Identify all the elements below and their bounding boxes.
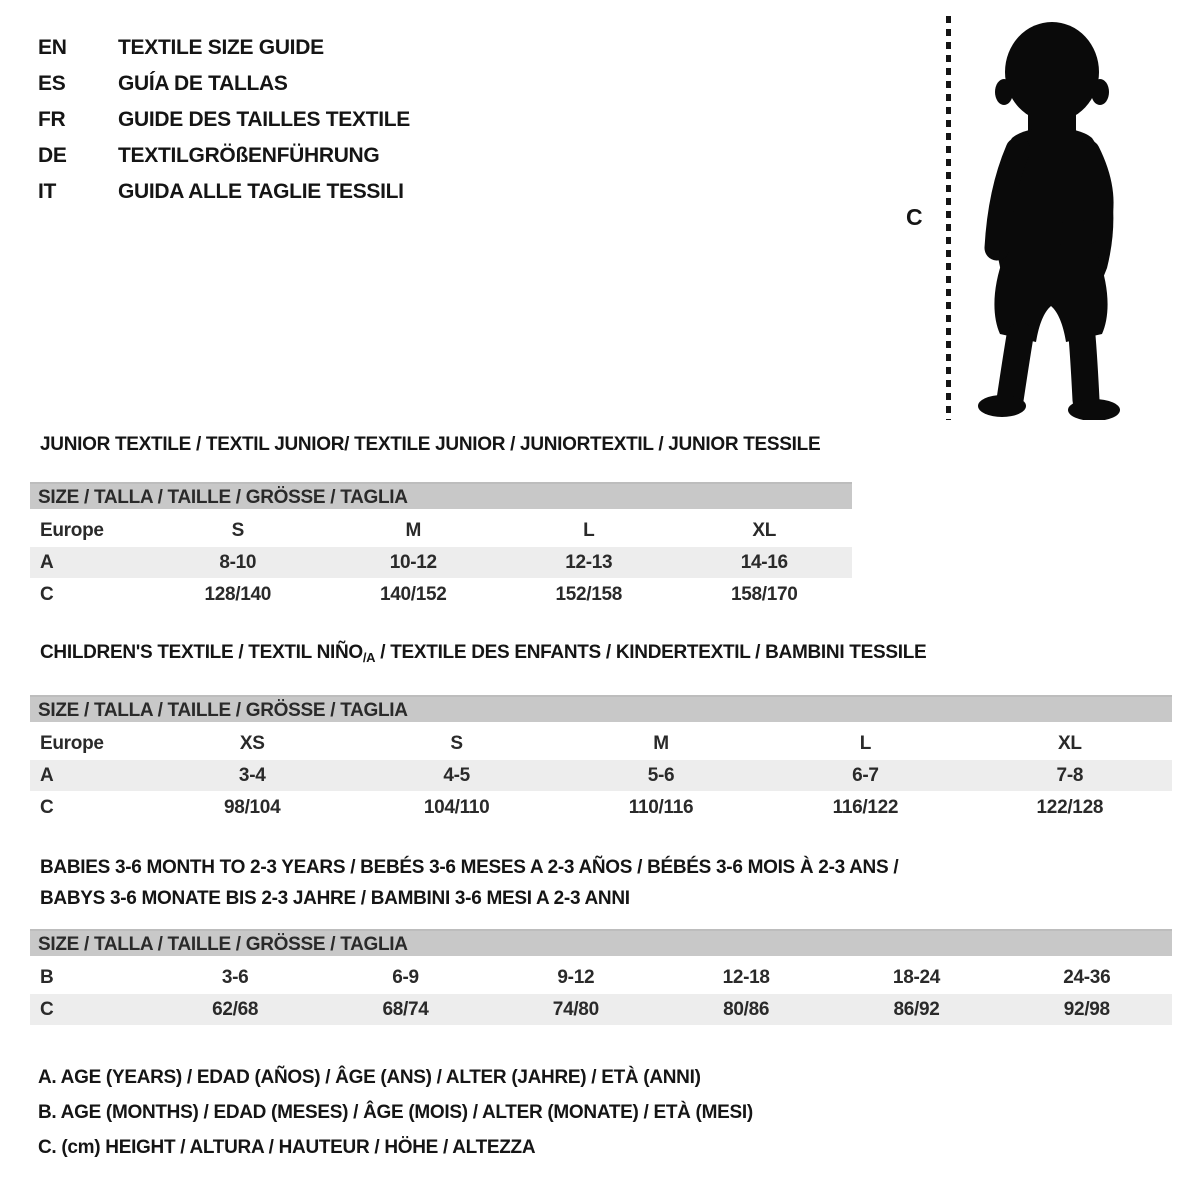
height-cell: 92/98 bbox=[1063, 999, 1110, 1020]
section-junior-textile bbox=[30, 434, 852, 611]
age-cell: 6-7 bbox=[852, 765, 879, 786]
language-row-de bbox=[38, 138, 410, 174]
language-title-list bbox=[38, 30, 410, 210]
age-cell: 10-12 bbox=[389, 552, 437, 573]
height-measure-label: C bbox=[906, 204, 923, 230]
age-cell: 12-18 bbox=[722, 967, 770, 988]
height-cell: 116/122 bbox=[832, 797, 899, 818]
legend bbox=[38, 1060, 753, 1165]
age-cell: 24-36 bbox=[1063, 967, 1111, 988]
table-row-height bbox=[30, 994, 1172, 1025]
height-cell: 128/140 bbox=[204, 584, 272, 605]
age-cell: 4-5 bbox=[443, 765, 470, 786]
guide-title-es: GUÍA DE TALLAS bbox=[118, 72, 288, 95]
age-cell: 3-4 bbox=[238, 765, 266, 786]
section-childrens-textile bbox=[30, 642, 1172, 824]
language-row-en bbox=[38, 30, 410, 66]
height-cell: 122/128 bbox=[1036, 797, 1104, 818]
guide-title-it: GUIDA ALLE TAGLIE TESSILI bbox=[118, 180, 404, 203]
table-row-europe bbox=[30, 515, 852, 546]
size-cell: S bbox=[231, 520, 244, 541]
row-label: C bbox=[40, 797, 54, 818]
height-cell: 74/80 bbox=[552, 999, 599, 1020]
table-row-europe bbox=[30, 728, 1172, 759]
row-label: C bbox=[40, 999, 54, 1020]
height-cell: 140/152 bbox=[379, 584, 447, 605]
age-cell: 7-8 bbox=[1056, 765, 1084, 786]
row-label: Europe bbox=[40, 520, 104, 541]
row-label: A bbox=[40, 552, 54, 573]
table-row-height bbox=[30, 792, 1172, 823]
table-row-age bbox=[30, 760, 1172, 791]
size-cell: S bbox=[450, 733, 463, 754]
row-label: C bbox=[40, 584, 54, 605]
size-cell: L bbox=[583, 520, 595, 541]
guide-title-fr: GUIDE DES TAILLES TEXTILE bbox=[118, 108, 410, 131]
section-title-line1: BABIES 3-6 MONTH TO 2-3 YEARS / BEBÉS 3-6 MESES A 2-3 AÑOS / BÉBÉS 3-6 MOIS À 2-3 ANS / bbox=[40, 857, 899, 878]
age-cell: 8-10 bbox=[219, 552, 257, 573]
row-label: A bbox=[40, 765, 54, 786]
height-cell: 104/110 bbox=[423, 797, 490, 818]
size-cell: M bbox=[653, 733, 669, 754]
legend-line-c: C. (cm) HEIGHT / ALTURA / HAUTEUR / HÖHE / ALTEZZA bbox=[38, 1137, 536, 1158]
language-code: ES bbox=[38, 72, 66, 95]
height-cell: 152/158 bbox=[555, 584, 623, 605]
size-header-bar: SIZE / TALLA / TAILLE / GRÖSSE / TAGLIA bbox=[30, 482, 852, 509]
section-title: CHILDREN'S TEXTILE / TEXTIL $NIÑO_{/A}$ / TEXTILE DES ENFANTS / KINDERTEXTIL / BAMBINI TESSILE bbox=[40, 642, 927, 665]
height-cell: 62/68 bbox=[212, 999, 259, 1020]
height-cell: 158/170 bbox=[730, 584, 798, 605]
size-cell: M bbox=[405, 520, 422, 541]
legend-line-a: A. AGE (YEARS) / EDAD (AÑOS) / ÂGE (ANS) / ALTER (JAHRE) / ETÀ (ANNI) bbox=[38, 1067, 701, 1088]
size-header-bar: SIZE / TALLA / TAILLE / GRÖSSE / TAGLIA bbox=[30, 695, 1172, 722]
height-cell: 98/104 bbox=[224, 797, 281, 818]
section-title: JUNIOR TEXTILE / TEXTIL JUNIOR/ TEXTILE JUNIOR / JUNIORTEXTIL / JUNIOR TESSILE bbox=[40, 434, 821, 455]
size-header-bar: SIZE / TALLA / TAILLE / GRÖSSE / TAGLIA bbox=[30, 929, 1172, 956]
language-row-es bbox=[38, 66, 410, 102]
height-cell: 110/116 bbox=[628, 797, 694, 818]
baby-silhouette-icon bbox=[962, 20, 1140, 420]
age-cell: 5-6 bbox=[647, 765, 675, 786]
guide-title-de: TEXTILGRÖßENFÜHRUNG bbox=[118, 144, 380, 167]
age-cell: 9-12 bbox=[557, 967, 595, 988]
height-measure-dashed-line bbox=[946, 16, 951, 420]
size-cell: XL bbox=[752, 520, 777, 541]
height-cell: 80/86 bbox=[723, 999, 770, 1020]
section-title bbox=[30, 852, 1172, 914]
language-code: IT bbox=[38, 180, 57, 203]
age-cell: 18-24 bbox=[892, 967, 941, 988]
table-row-height bbox=[30, 579, 852, 610]
size-cell: L bbox=[859, 733, 872, 754]
table-row-age bbox=[30, 547, 852, 578]
guide-title-en: TEXTILE SIZE GUIDE bbox=[118, 36, 324, 59]
language-code: FR bbox=[38, 108, 66, 131]
size-cell: XL bbox=[1057, 733, 1082, 754]
age-cell: 14-16 bbox=[740, 552, 788, 573]
nino-a-subscript: /A bbox=[362, 650, 376, 665]
table-row-age-months bbox=[30, 962, 1172, 993]
section-title-line2: BABYS 3-6 MONATE BIS 2-3 JAHRE / BAMBINI 3-6 MESI A 2-3 ANNI bbox=[40, 888, 630, 909]
row-label: Europe bbox=[40, 733, 104, 754]
size-cell: XS bbox=[239, 733, 265, 754]
language-row-it bbox=[38, 174, 410, 210]
language-row-fr bbox=[38, 102, 410, 138]
age-cell: 12-13 bbox=[565, 552, 613, 573]
section-babies-textile bbox=[30, 852, 1172, 1026]
legend-line-b: B. AGE (MONTHS) / EDAD (MESES) / ÂGE (MOIS) / ALTER (MONATE) / ETÀ (MESI) bbox=[38, 1102, 753, 1123]
height-cell: 86/92 bbox=[893, 999, 940, 1020]
language-code: DE bbox=[38, 144, 67, 167]
age-cell: 6-9 bbox=[392, 967, 419, 988]
height-cell: 68/74 bbox=[382, 999, 429, 1020]
language-code: EN bbox=[38, 36, 67, 59]
row-label: B bbox=[40, 967, 54, 988]
age-cell: 3-6 bbox=[221, 967, 249, 988]
